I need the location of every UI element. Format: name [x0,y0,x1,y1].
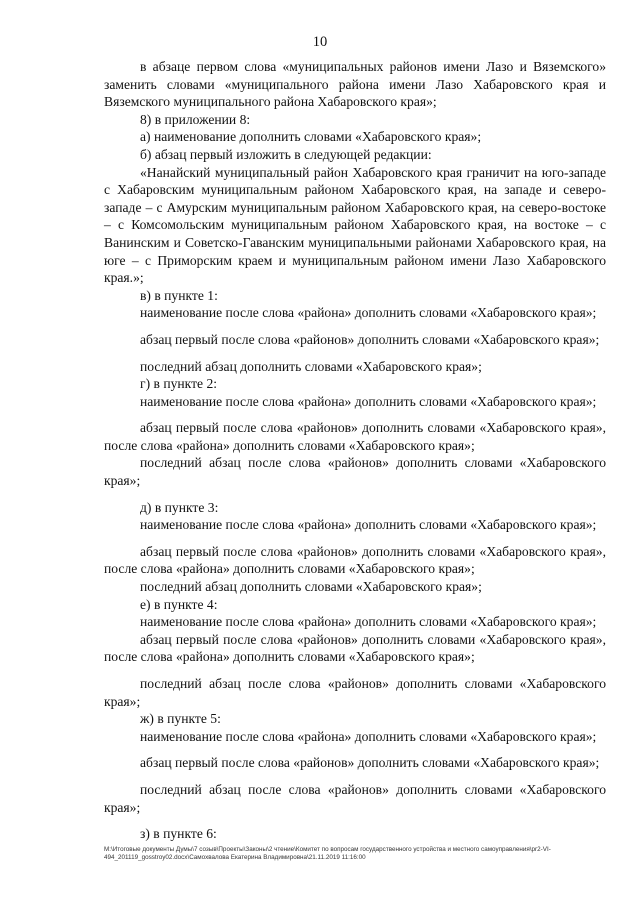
paragraph: абзац первый после слова «районов» дополнить словами «Хабаровского края», после слова «района» дополнить словами «Хабаровского края»; [104,543,606,577]
paragraph: 8) в приложении 8: [140,111,251,127]
paragraph: е) в пункте 4: [140,596,218,612]
paragraph: а) наименование дополнить словами «Хабаровского края»; [140,129,482,145]
paragraph: з) в пункте 6: [140,826,217,842]
paragraph: абзац первый после слова «районов» дополнить словами «Хабаровского края»; [140,331,600,347]
paragraph: абзац первый после слова «районов» дополнить словами «Хабаровского края», после слова «района» дополнить словами «Хабаровского края»; [104,631,606,665]
file-path-footer [104,846,610,863]
footer-line: M:\Итоговые документы Думы\7 созыв\Проекты\Законы\2 чтение\Комитет по вопросам государственного устройства и местного самоуправления\pr2-VI- [104,846,551,853]
paragraph: последний абзац дополнить словами «Хабаровского края»; [140,358,482,374]
paragraph: наименование после слова «района» дополнить словами «Хабаровского края»; [140,614,597,630]
paragraph: г) в пункте 2: [140,376,218,392]
paragraph: ж) в пункте 5: [140,711,221,727]
paragraph: наименование после слова «района» дополнить словами «Хабаровского края»; [140,728,597,744]
footer-line: 494_201119_gosstroy02.docx\Самохвалова Екатерина Владимировна\21.11.2019 11:16:00 [104,854,366,862]
paragraph: «Нанайский муниципальный район Хабаровского края граничит на юго-западе с Хабаровским муниципальным районом Хабаровского края, на западе и северо-западе – с Амурским муниципальным районом Хабаровского края, на северо-востоке – с Комсомольским муниципальным районом Хабаровского края, на востоке – с Ванинским и Советско-Гаванским муниципальными районами Хабаровского края, на юге – с Приморским краем и муниципальным районом имени Лазо Хабаровского края.»; [104,164,606,286]
paragraph: последний абзац после слова «районов» дополнить словами «Хабаровского края»; [104,676,606,709]
paragraph: наименование после слова «района» дополнить словами «Хабаровского края»; [140,305,597,321]
paragraph: абзац первый после слова «районов» дополнить словами «Хабаровского края»; [140,755,600,771]
document-body [104,58,606,843]
paragraph: абзац первый после слова «районов» дополнить словами «Хабаровского края», после слова «района» дополнить словами «Хабаровского края»; [104,420,606,453]
paragraph: наименование после слова «района» дополнить словами «Хабаровского края»; [140,393,597,409]
page-number: 10 [312,34,328,50]
paragraph: последний абзац после слова «районов» дополнить словами «Хабаровского края»; [104,781,606,815]
paragraph: д) в пункте 3: [140,499,219,515]
paragraph: последний абзац после слова «районов» дополнить словами «Хабаровского края»; [104,455,606,489]
paragraph: наименование после слова «района» дополнить словами «Хабаровского края»; [140,517,597,533]
paragraph: в) в пункте 1: [140,287,218,303]
paragraph: б) абзац первый изложить в следующей редакции: [140,146,432,162]
paragraph: в абзаце первом слова «муниципальных районов имени Лазо и Вяземского» заменить словами «муниципального района имени Лазо Хабаровского края и Вяземского муниципального района Хабаровского края»; [104,59,606,110]
paragraph: последний абзац дополнить словами «Хабаровского края»; [140,579,482,595]
